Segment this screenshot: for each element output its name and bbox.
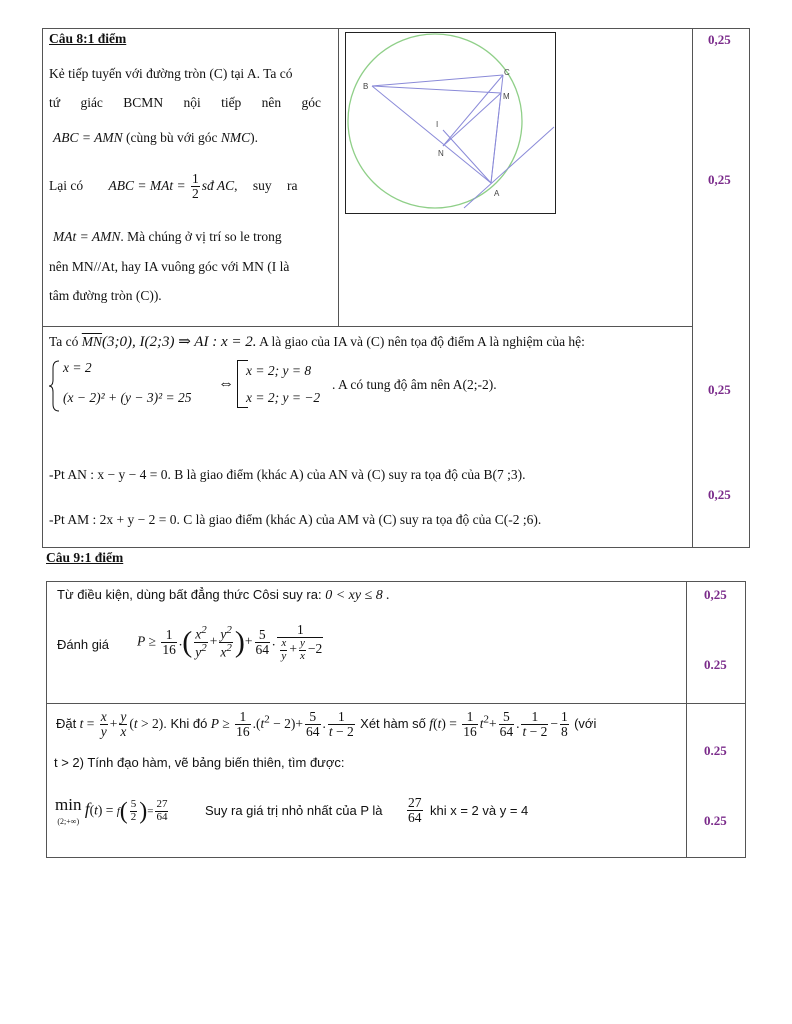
label-a: A xyxy=(494,189,500,198)
angle-nmc: NMC xyxy=(220,130,251,145)
segment-ba xyxy=(372,86,491,183)
xy-bound: 0 < xy ≤ 8 . xyxy=(325,588,390,603)
fraction-half xyxy=(191,172,200,201)
score-q9-3: 0.25 xyxy=(704,743,727,758)
score-q9-4: 0.25 xyxy=(704,813,727,828)
score-q8-2: 0,25 xyxy=(708,172,731,187)
q9-conclusion-cond: khi x = 2 và y = 4 xyxy=(430,803,529,818)
segment-ia xyxy=(443,130,491,183)
q8-para-4 xyxy=(49,172,331,201)
arc-ac: sđ AC xyxy=(201,177,235,193)
circle-diagram xyxy=(346,33,555,213)
min-num: 27 xyxy=(408,795,422,810)
label-n: N xyxy=(438,149,444,158)
q8-para-5-text: . Mà chúng ở vị trí so le trong xyxy=(120,229,282,244)
q8-para-2-text: tứ giác BCMN nội tiếp nên góc xyxy=(49,95,322,110)
geometry-figure xyxy=(345,32,556,214)
line-ai-eq: (3;0), I(2;3) ⇒ AI : x = 2. xyxy=(102,334,257,350)
khi-do-label: . Khi đó xyxy=(163,715,208,731)
min-value-frac xyxy=(405,796,425,825)
p-estimate-formula: P ≥ $\frac{1}{16}$ .( $\frac{x^2}{y^2}$ + $\frac{y^2}{x^2}$ )+ $\frac{5}{64}$ . 1 $\frac{x}{y}$ + $\frac{y}{x}$ −2 xyxy=(137,622,323,662)
equiv-symbol: ⇔ xyxy=(218,375,234,392)
q8-para-5 xyxy=(53,229,282,245)
score-q8-3: 0,25 xyxy=(708,382,731,397)
score-q8-4: 0,25 xyxy=(708,487,731,502)
q8-para-3 xyxy=(53,130,258,146)
q9-line1 xyxy=(57,587,390,604)
solution-1: x = 2; y = 8 xyxy=(246,363,312,378)
q8-para-2 xyxy=(49,95,331,111)
q9-title: Câu 9:1 điểm xyxy=(46,550,124,565)
q8-title: Câu 8:1 điểm xyxy=(49,31,127,46)
q8-para-4-lead: Lại có xyxy=(49,177,84,193)
left-brace-icon xyxy=(49,360,61,412)
label-b: B xyxy=(363,82,369,91)
min-formula: min (2;+∞) f(t) = f( $\frac{5}{2}$ )= $\frac{27}{64}$ xyxy=(55,795,168,826)
score-q9-1: 0,25 xyxy=(704,587,727,602)
ta-co: Ta có xyxy=(49,334,79,349)
segment-ma xyxy=(491,93,501,183)
segment-cn xyxy=(443,75,503,146)
half-den: 2 xyxy=(191,186,199,202)
label-i: I xyxy=(436,120,439,129)
vector-mn: $\overline{MN}$ xyxy=(81,334,103,349)
q8-para-6: nên MN//At, hay IA vuông góc với MN (I là xyxy=(49,259,290,274)
q8-para-3-text: (cùng bù với góc xyxy=(125,130,218,145)
q8-para-1: Kẻ tiếp tuyến với đường tròn (C) tại A. Ta có xyxy=(49,66,293,81)
segment-mn xyxy=(443,93,501,146)
dat-label: Đặt xyxy=(56,715,77,731)
q8-row2-line1 xyxy=(49,332,585,351)
q9-line3: Đặt t = $\frac{x}{y}$ + $\frac{y}{x}$ (t > 2). Khi đó P ≥ $\frac{1}{16}$ $.(t^2 - 2)+$ $\frac{5}{64}$ . $\frac{1}{t - 2}$ Xét hàm số f(t) = $\frac{1}{16}$ $t^2+$ $\frac{5}{64}$ . $\frac{1}{t - 2}$ − $\frac{1}{8}$ (với xyxy=(56,709,597,740)
danh-gia-label: Đánh giá xyxy=(57,637,110,652)
segment-bm xyxy=(372,86,501,93)
segment-bc xyxy=(372,75,503,86)
half-num: 1 xyxy=(191,171,199,186)
angle-eq-1: ABC = AMN xyxy=(53,130,123,145)
sys-eq-2: (x − 2)² + (y − 3)² = 25 xyxy=(63,390,192,405)
solution-conclusion: . A có tung độ âm nên A(2;-2). xyxy=(332,377,497,392)
q9-conclusion: Suy ra giá trị nhỏ nhất của P là xyxy=(205,803,383,818)
label-c: C xyxy=(504,68,510,77)
angle-eq-3: MAt = AMN xyxy=(53,229,121,244)
score-q8-1: 0,25 xyxy=(708,32,731,47)
q8-row2-line1-text: A là giao của IA và (C) nên tọa độ điểm A là nghiệm của hệ: xyxy=(259,334,585,349)
line-an: -Pt AN : x − y − 4 = 0. B là giao điểm (khác A) của AN và (C) suy ra tọa độ của B(7 ;3). xyxy=(49,467,526,482)
q8-para-4-end: , suy ra xyxy=(234,177,298,193)
q9-line1-text: Từ điều kiện, dùng bất đẳng thức Côsi suy ra: xyxy=(57,587,322,602)
q8-para-7: tâm đường tròn (C)). xyxy=(49,288,162,303)
sys-eq-1: x = 2 xyxy=(63,360,92,375)
circle-c xyxy=(348,34,522,208)
angle-eq-2: ABC = MAt = xyxy=(108,177,186,193)
label-m: M xyxy=(503,92,510,101)
min-den: 64 xyxy=(408,810,422,826)
solution-2: x = 2; y = −2 xyxy=(246,390,321,405)
xet-ham-so-label: Xét hàm số xyxy=(360,715,426,731)
voi-label: (với xyxy=(574,715,597,731)
score-q9-2: 0.25 xyxy=(704,657,727,672)
q8-para-3-end: ). xyxy=(250,130,258,145)
q9-line4: t > 2) Tính đạo hàm, vẽ bảng biến thiên, tìm được: xyxy=(54,755,345,770)
line-am: -Pt AM : 2x + y − 2 = 0. C là giao điểm (khác A) của AM và (C) suy ra tọa độ của C(-2 ;6). xyxy=(49,512,542,527)
